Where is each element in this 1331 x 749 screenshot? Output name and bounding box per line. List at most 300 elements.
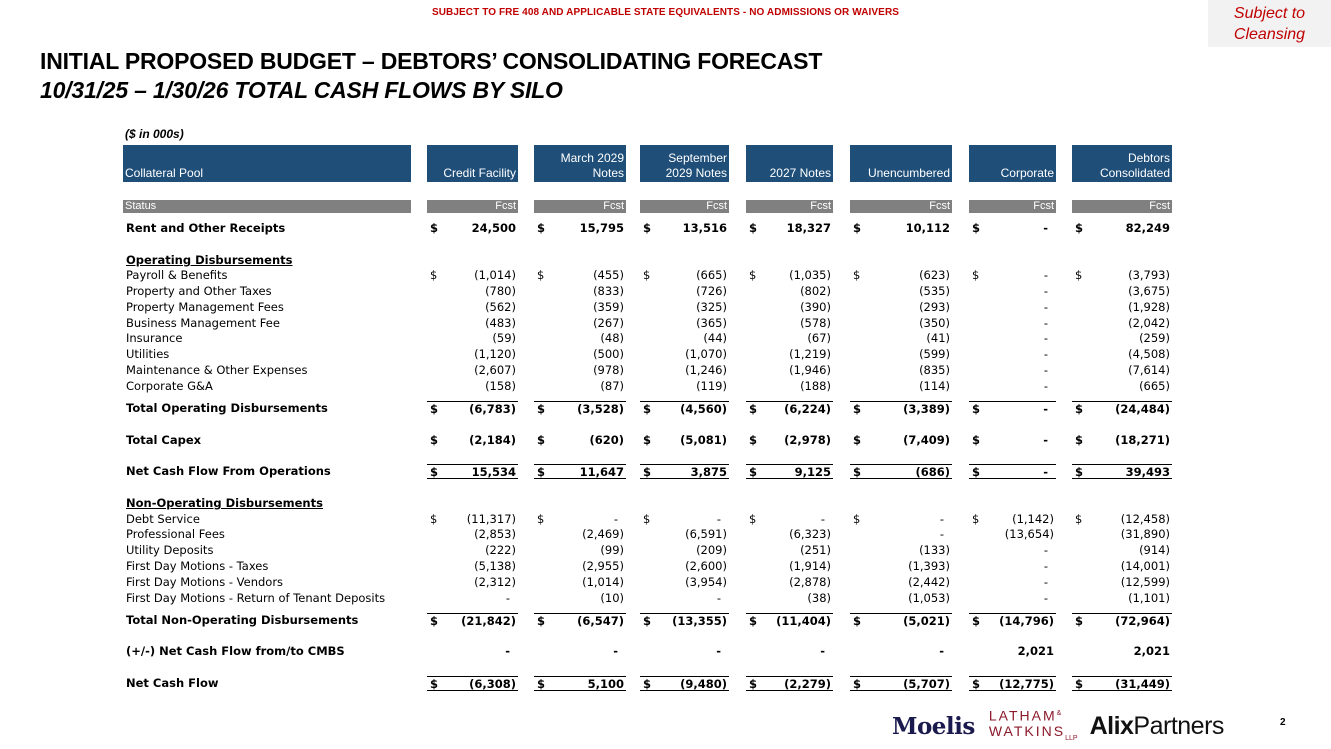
cell-value: (9,480) [680,677,727,691]
table-cell [850,284,952,299]
table-cell [640,221,729,236]
table-cell [640,543,729,558]
table-cell [534,221,626,236]
status-cell: Fcst [534,200,626,213]
cell-value: 2,021 [1133,644,1170,658]
currency-symbol: $ [1075,677,1084,691]
cell-value: (665) [1139,379,1170,393]
currency-symbol: $ [430,465,439,479]
currency-symbol: $ [643,614,652,628]
cell-value: (222) [485,543,516,557]
table-cell [427,676,518,691]
table-cell [427,316,518,331]
cell-value: (535) [919,284,950,298]
table-cell [534,644,626,659]
cell-value: - [939,527,944,541]
cell-value: (1,946) [789,363,831,377]
row-label: Debt Service [126,512,200,526]
table-cell [850,433,952,448]
table-cell [640,331,729,346]
table-cell [534,401,626,416]
cell-value: 24,500 [471,221,516,235]
table-cell [534,591,626,606]
cell-value: (3,675) [1128,284,1170,298]
table-row [0,464,1331,479]
cell-value: - [1043,465,1048,479]
table-cell [534,316,626,331]
column-header-line2: 2029 Notes [665,166,727,180]
cell-value: 5,100 [587,677,624,691]
currency-symbol: $ [1075,433,1084,447]
table-row [0,527,1331,542]
table-cell [850,331,952,346]
table-cell [850,300,952,315]
cell-value: (4,560) [680,402,727,416]
row-label: Property and Other Taxes [126,284,272,298]
latham-logo-llp: LLP [1065,734,1078,742]
row-label: Operating Disbursements [126,253,293,267]
cell-value: 3,875 [690,465,727,479]
column-header-line1: September [668,151,727,165]
table-cell [746,613,833,628]
currency-symbol: $ [972,268,980,282]
table-row [0,221,1331,236]
cell-value: (686) [915,465,950,479]
table-cell [427,575,518,590]
table-cell [850,591,952,606]
cell-value: (780) [485,284,516,298]
table-cell [427,591,518,606]
table-cell [640,676,729,691]
currency-symbol: $ [972,614,981,628]
column-header-line1: March 2029 [560,151,624,165]
currency-symbol: $ [972,512,980,526]
table-cell [969,268,1056,283]
status-cell: Fcst [1072,200,1172,213]
table-cell [534,464,626,479]
cell-value: (2,853) [474,527,516,541]
table-cell [640,268,729,283]
row-label: First Day Motions - Taxes [126,559,269,573]
currency-symbol: $ [643,433,652,447]
currency-symbol: $ [643,268,651,282]
status-cell: Fcst [427,200,518,213]
cell-value: (209) [696,543,727,557]
table-cell [640,363,729,378]
cell-value: (390) [800,300,831,314]
column-header [1072,145,1172,182]
table-cell [534,347,626,362]
cell-value: 15,795 [579,221,624,235]
confidentiality-banner: SUBJECT TO FRE 408 AND APPLICABLE STATE EQUIVALENTS - NO ADMISSIONS OR WAIVERS [431,7,900,18]
currency-symbol: $ [643,221,652,235]
table-cell [746,379,833,394]
cell-value: (2,279) [784,677,831,691]
cell-value: - [1043,316,1048,330]
cell-value: (1,928) [1128,300,1170,314]
cell-value: (2,042) [1128,316,1170,330]
column-header [534,145,626,182]
cell-value: - [1043,284,1048,298]
table-cell [969,559,1056,574]
cell-value: (2,600) [685,559,727,573]
cell-value: (6,783) [469,402,516,416]
cell-value: - [1043,402,1048,416]
table-row [0,331,1331,346]
table-cell [534,512,626,527]
table-cell [427,379,518,394]
currency-symbol: $ [972,465,981,479]
cell-value: (623) [919,268,950,282]
cell-value: (562) [485,300,516,314]
column-header-line2: Notes [592,166,624,180]
table-cell [746,433,833,448]
currency-symbol: $ [972,402,981,416]
table-cell [969,433,1056,448]
column-header-line2: Consolidated [1099,166,1170,180]
currency-symbol: $ [853,465,862,479]
units-note: ($ in 000s) [125,127,184,141]
table-cell [969,543,1056,558]
table-cell [850,644,952,659]
table-cell [1072,268,1172,283]
cell-value: (3,954) [685,575,727,589]
cell-value: (2,469) [582,527,624,541]
table-cell [1072,401,1172,416]
currency-symbol: $ [1075,512,1083,526]
table-cell [640,591,729,606]
table-cell [534,331,626,346]
page-subtitle: 10/31/25 – 1/30/26 TOTAL CASH FLOWS BY SILO [40,77,563,103]
currency-symbol: $ [749,614,758,628]
table-row [0,559,1331,574]
cell-value: (833) [593,284,624,298]
table-row [0,543,1331,558]
table-cell [427,363,518,378]
table-cell [969,401,1056,416]
row-label: First Day Motions - Return of Tenant Deposits [126,591,386,605]
table-cell [427,347,518,362]
table-cell [1072,331,1172,346]
table-row [0,644,1331,659]
table-cell [850,316,952,331]
column-header [969,145,1056,182]
cell-value: (44) [703,331,727,345]
table-cell [746,401,833,416]
table-cell [850,613,952,628]
table-cell [850,575,952,590]
currency-symbol: $ [430,221,439,235]
cell-value: - [820,512,825,526]
cell-value: (914) [1139,543,1170,557]
row-label: First Day Motions - Vendors [126,575,284,589]
cell-value: (7,614) [1128,363,1170,377]
table-cell [640,284,729,299]
currency-symbol: $ [537,512,545,526]
header-collateral-pool: Collateral Pool [123,145,411,182]
column-header [746,145,833,182]
table-cell [850,347,952,362]
currency-symbol: $ [430,433,439,447]
table-cell [534,379,626,394]
currency-symbol: $ [430,677,439,691]
cell-value: - [613,512,618,526]
cell-value: - [1043,591,1048,605]
row-label: Utility Deposits [126,543,214,557]
row-label: Insurance [126,331,183,345]
table-cell [1072,347,1172,362]
table-cell [427,613,518,628]
row-label: Property Management Fees [126,300,284,314]
cleansing-tag [1208,0,1331,47]
table-cell [427,268,518,283]
cell-value: - [1043,268,1048,282]
cell-value: - [1043,559,1048,573]
table-cell [534,559,626,574]
table-cell [1072,613,1172,628]
table-row [0,401,1331,416]
latham-logo-line1: LATHAM [988,707,1057,724]
cell-value: (726) [696,284,727,298]
currency-symbol: $ [430,614,439,628]
table-cell [746,591,833,606]
cell-value: (59) [492,331,516,345]
table-cell [969,221,1056,236]
cell-value: (38) [807,591,831,605]
cell-value: (133) [919,543,950,557]
cell-value: - [505,591,510,605]
cell-value: (5,081) [680,433,727,447]
currency-symbol: $ [749,433,758,447]
table-cell [850,464,952,479]
cell-value: (835) [919,363,950,377]
currency-symbol: $ [853,221,862,235]
row-label: Corporate G&A [126,379,213,393]
currency-symbol: $ [972,677,981,691]
table-cell [969,613,1056,628]
cell-value: (119) [696,379,727,393]
table-cell [640,527,729,542]
row-label: Total Non-Operating Disbursements [126,613,359,627]
page-title: INITIAL PROPOSED BUDGET – DEBTORS’ CONSOLIDATING FORECAST [40,48,823,74]
table-cell [969,379,1056,394]
table-cell [640,512,729,527]
table-cell [746,676,833,691]
cell-value: (6,547) [577,614,624,628]
cell-value: (1,142) [1012,512,1054,526]
cell-value: - [716,512,721,526]
cell-value: - [1043,363,1048,377]
cell-value: - [1043,575,1048,589]
cell-value: (3,793) [1128,268,1170,282]
cell-value: - [1043,221,1048,235]
row-label: (+/-) Net Cash Flow from/to CMBS [126,644,345,658]
table-row [0,433,1331,448]
table-cell [640,379,729,394]
cell-value: - [1043,433,1048,447]
row-label: Non-Operating Disbursements [126,496,323,510]
table-cell [427,464,518,479]
currency-symbol: $ [749,465,758,479]
column-header-line2: Corporate [1000,166,1054,180]
table-cell [746,575,833,590]
cell-value: (1,120) [474,347,516,361]
table-row [0,268,1331,283]
cell-value: (2,955) [582,559,624,573]
cell-value: - [613,644,618,658]
cell-value: (67) [807,331,831,345]
cell-value: (578) [800,316,831,330]
table-cell [427,543,518,558]
table-cell [640,300,729,315]
cell-value: (1,053) [908,591,950,605]
cell-value: (455) [593,268,624,282]
table-cell [969,316,1056,331]
currency-symbol: $ [537,614,546,628]
table-cell [850,559,952,574]
cell-value: (1,219) [789,347,831,361]
table-cell [1072,363,1172,378]
cell-value: (72,964) [1115,614,1170,628]
table-cell [746,363,833,378]
cell-value: (1,070) [685,347,727,361]
cell-value: (11,404) [776,614,831,628]
table-row [0,347,1331,362]
table-cell [1072,591,1172,606]
currency-symbol: $ [1075,402,1084,416]
table-cell [1072,300,1172,315]
table-cell [969,644,1056,659]
cell-value: - [1043,543,1048,557]
table-cell [746,559,833,574]
currency-symbol: $ [853,402,862,416]
cell-value: (114) [919,379,950,393]
table-cell [850,363,952,378]
moelis-logo: Moelis [892,712,975,740]
cell-value: - [1043,300,1048,314]
cell-value: (1,914) [789,559,831,573]
column-header [640,145,729,182]
table-cell [969,284,1056,299]
alixpartners-logo [1090,712,1224,741]
row-label: Net Cash Flow From Operations [126,464,331,478]
table-cell [534,363,626,378]
cell-value: (6,224) [784,402,831,416]
currency-symbol: $ [749,402,758,416]
table-cell [850,527,952,542]
cell-value: (802) [800,284,831,298]
cell-value: (293) [919,300,950,314]
row-label: Maintenance & Other Expenses [126,363,308,377]
table-cell [746,512,833,527]
cell-value: (665) [696,268,727,282]
cell-value: (4,508) [1128,347,1170,361]
table-cell [1072,512,1172,527]
cell-value: 2,021 [1017,644,1054,658]
cell-value: (2,442) [908,575,950,589]
table-row [0,496,1331,511]
table-cell [427,401,518,416]
cell-value: (5,138) [474,559,516,573]
table-cell [1072,644,1172,659]
table-row [0,591,1331,606]
currency-symbol: $ [749,221,758,235]
cell-value: (259) [1139,331,1170,345]
cell-value: (3,528) [577,402,624,416]
cell-value: (7,409) [903,433,950,447]
table-cell [427,221,518,236]
row-label: Utilities [126,347,170,361]
table-cell [746,284,833,299]
table-cell [746,316,833,331]
table-cell [427,644,518,659]
table-cell [427,559,518,574]
cell-value: (11,317) [466,512,516,526]
table-cell [746,464,833,479]
cell-value: (13,654) [1004,527,1054,541]
column-header-line2: 2027 Notes [769,166,831,180]
cell-value: (2,312) [474,575,516,589]
table-cell [969,527,1056,542]
table-cell [850,268,952,283]
table-row [0,300,1331,315]
table-cell [534,676,626,691]
cell-value: - [716,644,721,658]
cell-value: (1,393) [908,559,950,573]
table-cell [969,347,1056,362]
cell-value: (48) [600,331,624,345]
table-cell [534,284,626,299]
table-cell [969,575,1056,590]
cell-value: (188) [800,379,831,393]
cell-value: 10,112 [905,221,950,235]
table-cell [850,401,952,416]
cell-value: (12,775) [999,677,1054,691]
table-cell [427,527,518,542]
currency-symbol: $ [537,268,545,282]
table-cell [1072,559,1172,574]
table-cell [969,464,1056,479]
cell-value: - [1043,347,1048,361]
cell-value: (158) [485,379,516,393]
table-row [0,512,1331,527]
table-cell [969,300,1056,315]
cell-value: (2,878) [789,575,831,589]
cell-value: (13,355) [672,614,727,628]
table-cell [640,464,729,479]
cell-value: (1,035) [789,268,831,282]
currency-symbol: $ [749,677,758,691]
currency-symbol: $ [430,512,438,526]
table-cell [640,559,729,574]
cleansing-tag-line2: Cleansing [1233,26,1306,43]
cell-value: (14,001) [1120,559,1170,573]
table-cell [969,363,1056,378]
table-cell [1072,284,1172,299]
currency-symbol: $ [1075,614,1084,628]
table-cell [746,268,833,283]
status-cell: Fcst [850,200,952,213]
cell-value: (267) [593,316,624,330]
cell-value: (6,323) [789,527,831,541]
cell-value: (325) [696,300,727,314]
table-row [0,363,1331,378]
cell-value: (620) [589,433,624,447]
cell-value: (2,978) [784,433,831,447]
cell-value: (5,021) [903,614,950,628]
currency-symbol: $ [537,677,546,691]
cell-value: (99) [600,543,624,557]
